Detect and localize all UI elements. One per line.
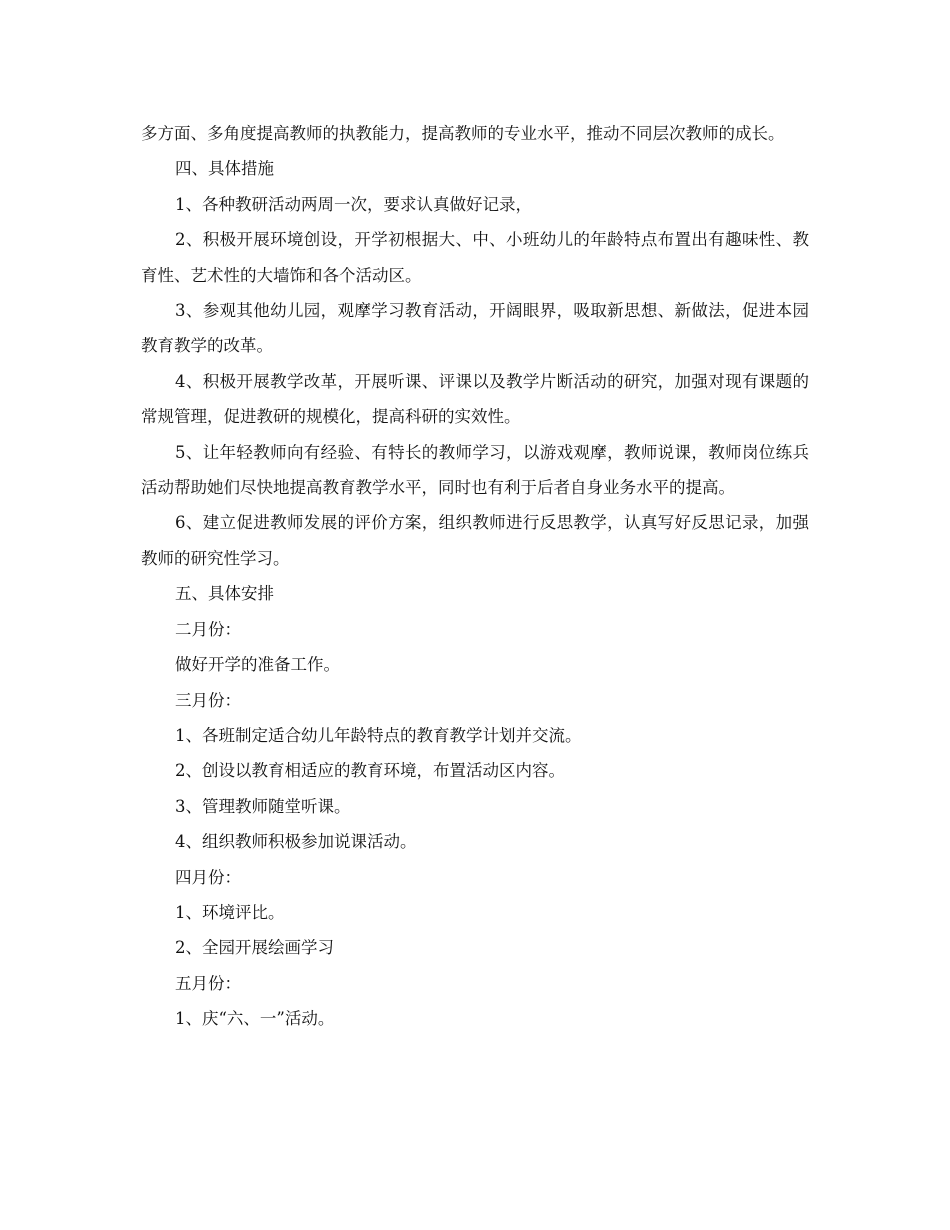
month-heading-february: 二月份： (175, 619, 241, 639)
paragraph-continuation: 多方面、多角度提高教师的执教能力，提高教师的专业水平，推动不同层次教师的成长。 (141, 124, 785, 143)
month-heading-may: 五月份： (175, 973, 241, 993)
measure-item-5: 5、让年轻教师向有经验、有特长的教师学习，以游戏观摩，教师说课，教师岗位练兵活动帮助她们尽快地提高教育教学水平，同时也有利于后者自身业务水平的提高。 (141, 442, 809, 498)
measure-item-2: 2、积极开展环境创设，开学初根据大、中、小班幼儿的年龄特点布置出有趣味性、教育性、艺术性的大墙饰和各个活动区。 (141, 230, 809, 285)
march-item-3: 3、管理教师随堂听课。 (175, 796, 351, 816)
march-item-1: 1、各班制定适合幼儿年龄特点的教育教学计划并交流。 (175, 725, 582, 745)
march-item-2: 2、创设以教育相适应的教育环境，布置活动区内容。 (175, 761, 565, 781)
march-item-4: 4、组织教师积极参加说课活动。 (175, 832, 417, 852)
april-item-1: 1、环境评比。 (175, 902, 285, 922)
measure-item-3: 3、参观其他幼儿园，观摩学习教育活动，开阔眼界，吸取新思想、新做法，促进本园教育教学的改革。 (141, 301, 809, 356)
february-item: 做好开学的准备工作。 (175, 655, 340, 675)
measure-item-1: 1、各种教研活动两周一次，要求认真做好记录， (175, 194, 532, 214)
document-body (141, 116, 809, 1037)
measure-item-4: 4、积极开展教学改革，开展听课、评课以及教学片断活动的研究，加强对现有课题的常规管理，促进教研的规模化，提高科研的实效性。 (141, 371, 809, 427)
section-heading-measures: 四、具体措施 (175, 159, 274, 179)
month-heading-march: 三月份： (175, 690, 241, 710)
april-item-2: 2、全园开展绘画学习 (175, 938, 334, 958)
measure-item-6: 6、建立促进教师发展的评价方案，组织教师进行反思教学，认真写好反思记录，加强教师的研究性学习。 (141, 513, 809, 568)
section-heading-schedule: 五、具体安排 (175, 584, 274, 604)
month-heading-april: 四月份： (175, 867, 241, 887)
may-item-1: 1、庆“六、一”活动。 (175, 1009, 335, 1029)
